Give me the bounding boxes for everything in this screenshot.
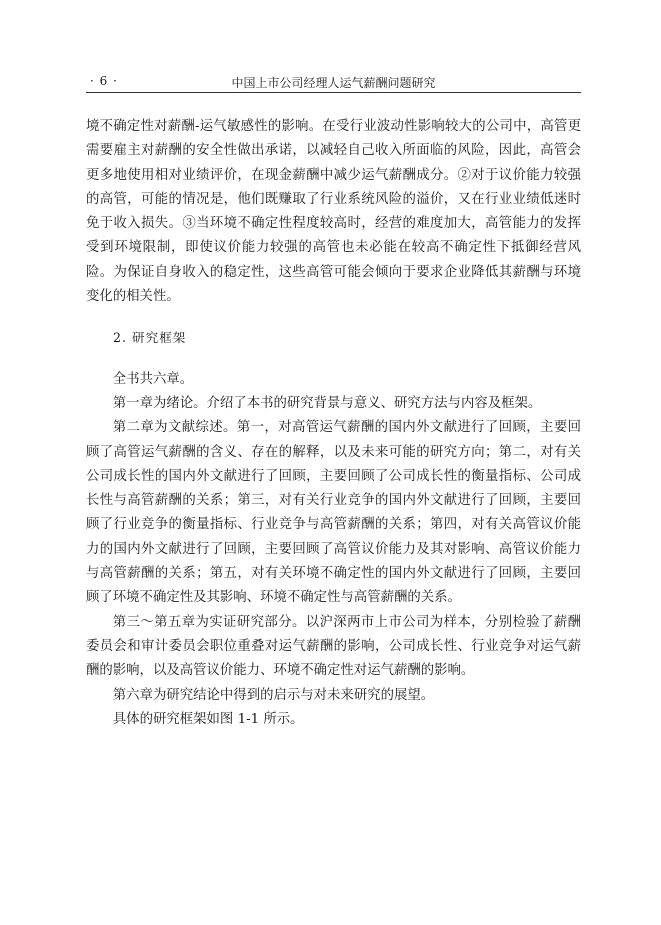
paragraph-chapter-1: 第一章为绪论。介绍了本书的研究背景与意义、研究方法与内容及框架。 [112, 395, 542, 411]
running-title: 中国上市公司经理人运气薪酬问题研究 [231, 76, 436, 90]
paragraph-chapter-2: 第二章为文献综述。第一，对高管运气薪酬的国内外文献进行了回顾，主要回顾了高管运气薪酬的含义、存在的解释，以及未来可能的研究方向；第二，对有关公司成长性的国内外文献进行了回顾，主要回顾了公司成长性的衡量指标、公司成长性与高管薪酬的关系；第三，对有关行业竞争的国内外文献进行了回顾，主要回顾了行业竞争的衡量指标、行业竞争与高管薪酬的关系；第四，对有关高管议价能力的国内外文献进行了回顾，主要回顾了高管议价能力及其对影响、高管议价能力与高管薪酬的关系；第五，对有关环境不确定性的国内外文献进行了回顾，主要回顾了环境不确定性及其影响、环境不确定性与高管薪酬的关系。 [86, 420, 581, 606]
section-heading: 2. 研究框架 [113, 330, 187, 346]
paragraph-chapter-6: 第六章为研究结论中得到的启示与对未来研究的展望。 [112, 687, 435, 703]
paragraph-chapters-3-5: 第三～第五章为实证研究部分。以沪深两市上市公司为样本，分别检验了薪酬委员会和审计委员会职位重叠对运气薪酬的影响，公司成长性、行业竞争对运气薪酬的影响，以及高管议价能力、环境不确定性对运气薪酬的影响。 [86, 614, 581, 679]
page-header [86, 70, 581, 93]
paragraph-overview: 全书共六章。 [112, 371, 194, 387]
paragraph-framework: 具体的研究框架如图 1-1 所示。 [112, 711, 304, 727]
paragraph-continuation: 境不确定性对薪酬-运气敏感性的影响。在受行业波动性影响较大的公司中，高管更需要雇主对薪酬的安全性做出承诺，以减轻自己收入所面临的风险，因此，高管会更多地使用相对业绩评价，在现金薪酬中减少运气薪酬成分。②对于议价能力较强的高管，可能的情况是，他们既赚取了行业系统风险的溢价，又在行业业绩低迷时免于收入损失。③当环境不确定性程度较高时，经营的难度加大，高管能力的发挥受到环境限制，即使议价能力较强的高管也未必能在较高不确定性下抵御经营风险。为保证自身收入的稳定性，这些高管可能会倾向于要求企业降低其薪酬与环境变化的相关性。 [86, 119, 581, 305]
page-body [86, 115, 581, 732]
page-number: · 6 · [90, 74, 118, 88]
